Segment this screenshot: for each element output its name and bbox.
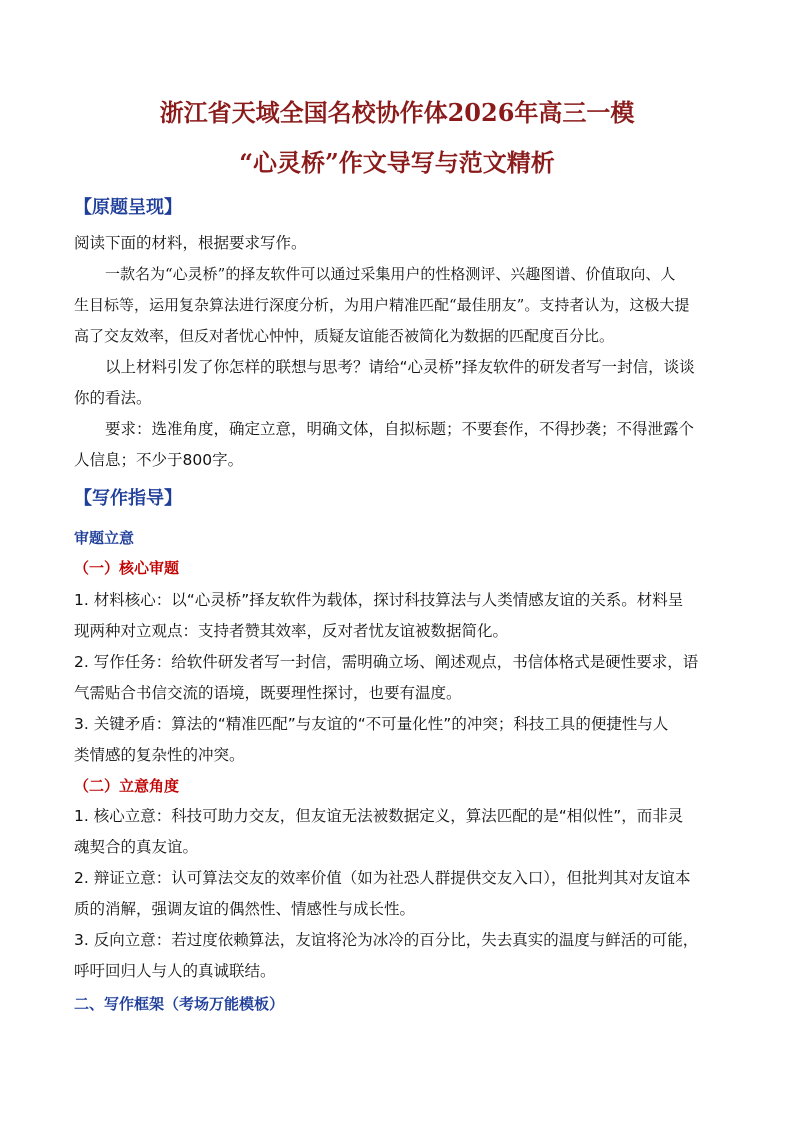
page-title: 浙江省天域全国名校协作体2026年高三一模 [159, 98, 635, 127]
list-item-cont: 类情感的复杂性的冲突。 [74, 746, 245, 764]
part-heading-core-analysis: （一）核心审题 [74, 559, 180, 577]
list-item-cont: 现两种对立观点：支持者赞其效率，反对者忧友谊被数据简化。 [74, 622, 509, 640]
intro-line: 阅读下面的材料，根据要求写作。 [74, 234, 307, 252]
list-item: 2. 写作任务：给软件研发者写一封信，需明确立场、阐述观点，书信体格式是硬性要求，语 [74, 653, 699, 671]
list-item: 1. 材料核心：以“心灵桥”择友软件为载体，探讨科技算法与人类情感友谊的关系。材料呈 [74, 591, 684, 609]
section-heading-original-question: 【原题呈现】 [74, 197, 182, 218]
page-subtitle: “心灵桥”作文导写与范文精析 [239, 148, 555, 177]
angles-list [74, 801, 724, 987]
material-line: 生目标等，运用复杂算法进行深度分析，为用户精准匹配“最佳朋友”。支持者认为，这极大提 [74, 296, 690, 314]
material-line: 一款名为“心灵桥”的择友软件可以通过采集用户的性格测评、兴趣图谱、价值取向、人 [105, 265, 676, 283]
list-item-cont: 魂契合的真友谊。 [74, 838, 199, 856]
list-item: 2. 辩证立意：认可算法交友的效率价值（如为社恐人群提供交友入口），但批判其对友谊本 [74, 869, 691, 887]
prompt-line: 以上材料引发了你怎样的联想与思考？请给“心灵桥”择友软件的研发者写一封信，谈谈 [105, 358, 695, 376]
subheading-topic-analysis: 审题立意 [74, 529, 135, 547]
section-heading-writing-guide: 【写作指导】 [74, 488, 182, 509]
list-item-cont: 质的消解，强调友谊的偶然性、情感性与成长性。 [74, 900, 416, 918]
question-intro [74, 228, 724, 259]
part-heading-angles: （二）立意角度 [74, 777, 180, 795]
core-analysis-list [74, 585, 724, 771]
prompt-line: 你的看法。 [74, 389, 152, 407]
heading-writing-framework: 二、写作框架（考场万能模板） [74, 995, 285, 1013]
requirement-line: 人信息；不少于800字。 [74, 451, 244, 469]
question-material [74, 259, 724, 352]
list-item: 3. 反向立意：若过度依赖算法，友谊将沦为冰冷的百分比，失去真实的温度与鲜活的可能， [74, 931, 699, 949]
requirement-line: 要求：选准角度，确定立意，明确文体，自拟标题；不要套作，不得抄袭；不得泄露个 [105, 420, 695, 438]
question-requirement [74, 414, 724, 476]
question-prompt [74, 352, 724, 414]
list-item: 1. 核心立意：科技可助力交友，但友谊无法被数据定义，算法匹配的是“相似性”，而非灵 [74, 807, 684, 825]
list-item-cont: 气需贴合书信交流的语境，既要理性探讨，也要有温度。 [74, 684, 462, 702]
list-item-cont: 呼吁回归人与人的真诚联结。 [74, 962, 276, 980]
list-item: 3. 关键矛盾：算法的“精准匹配”与友谊的“不可量化性”的冲突；科技工具的便捷性与人 [74, 715, 669, 733]
material-line: 高了交友效率，但反对者忧心忡忡，质疑友谊能否被简化为数据的匹配度百分比。 [74, 327, 615, 345]
